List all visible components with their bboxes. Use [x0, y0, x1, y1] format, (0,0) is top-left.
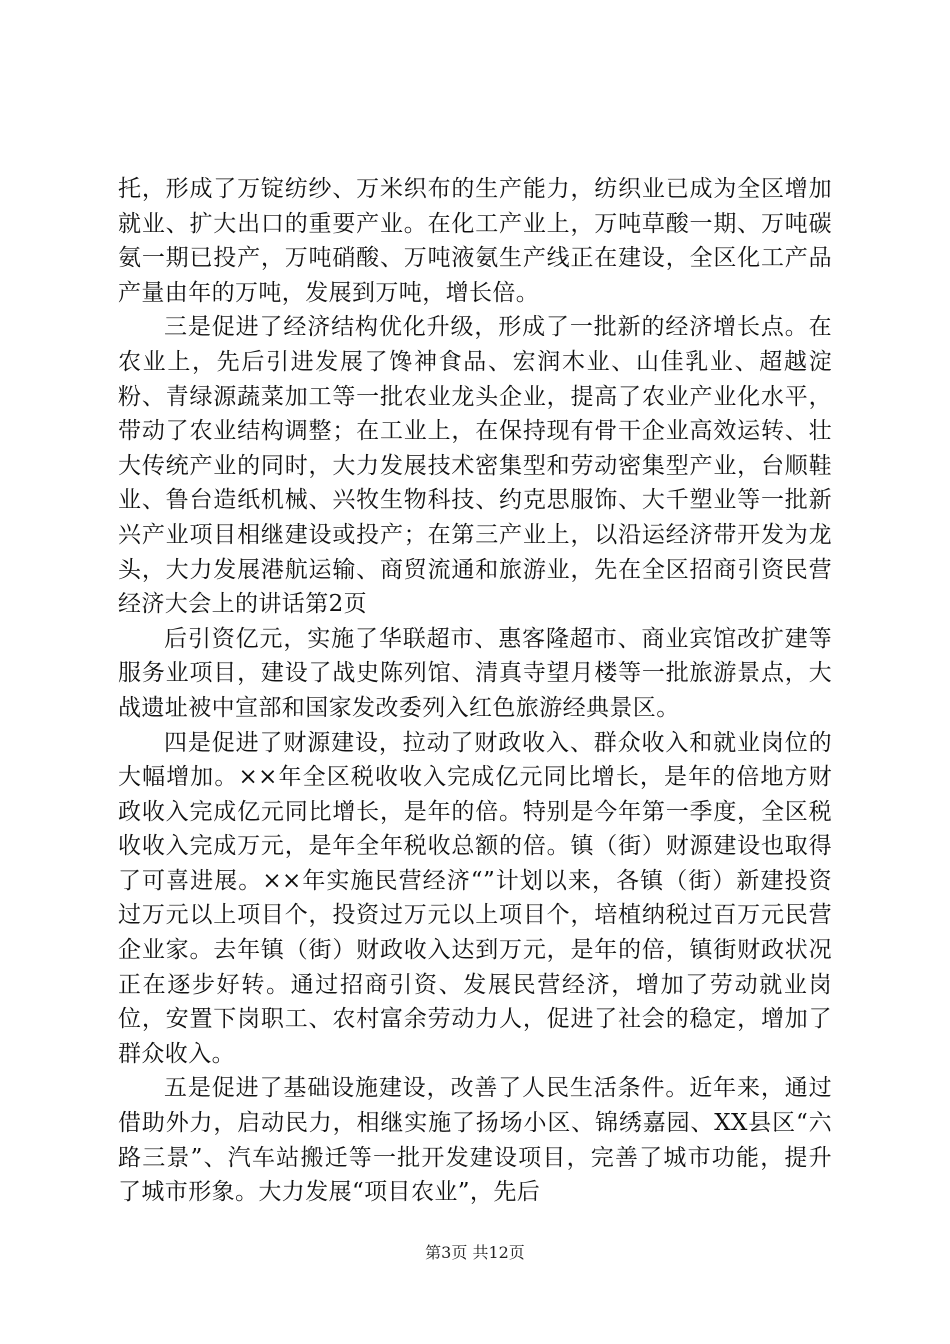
body-text: [118, 172, 832, 1210]
page-footer: 第3页 共12页: [425, 1243, 525, 1262]
paragraph-investment: 后引资亿元，实施了华联超市、惠客隆超市、商业宾馆改扩建等服务业项目，建设了战史陈列馆、清真寺望月楼等一批旅游景点，大战遗址被中宣部和国家发改委列入红色旅游经典景区。: [118, 625, 832, 721]
paragraph-economic-structure: 三是促进了经济结构优化升级，形成了一批新的经济增长点。在农业上，先后引进发展了馋神食品、宏润木业、山佳乳业、超越淀粉、青绿源蔬菜加工等一批农业龙头企业，提高了农业产业化水平，带动了农业结构调整；在工业上，在保持现有骨干企业高效运转、壮大传统产业的同时，大力发展技术密集型和劳动密集型产业，台顺鞋业、鲁台造纸机械、兴牧生物科技、约克思服饰、大千塑业等一批新兴产业项目相继建设或投产；在第三产业上，以沿运经济带开发为龙头，大力发展港航运输、商贸流通和旅游业，先在全区招商引资民营经济大会上的讲话第2页: [118, 314, 832, 618]
paragraph-fiscal-revenue: 四是促进了财源建设，拉动了财政收入、群众收入和就业岗位的大幅增加。××年全区税收收入完成亿元同比增长，是年的倍地方财政收入完成亿元同比增长，是年的倍。特别是今年第一季度，全区税收收入完成万元，是年全年税收总额的倍。镇（街）财源建设也取得了可喜进展。××年实施民营经济“”计划以来，各镇（街）新建投资过万元以上项目个，投资过万元以上项目个，培植纳税过百万元民营企业家。去年镇（街）财政收入达到万元，是年的倍，镇街财政状况正在逐步好转。通过招商引资、发展民营经济，增加了劳动就业岗位，安置下岗职工、农村富余劳动力人，促进了社会的稳定，增加了群众收入。: [118, 729, 832, 1067]
paragraph-infrastructure: 五是促进了基础设施建设，改善了人民生活条件。近年来，通过借助外力，启动民力，相继实施了扬场小区、锦绣嘉园、XX县区“六路三景”、汽车站搬迁等一批开发建设项目，完善了城市功能，提升了城市形象。大力发展“项目农业”，先后: [118, 1075, 832, 1206]
paragraph-continuation: 托，形成了万锭纺纱、万米织布的生产能力，纺织业已成为全区增加就业、扩大出口的重要产业。在化工产业上，万吨草酸一期、万吨碳氨一期已投产，万吨硝酸、万吨液氨生产线正在建设，全区化工产品产量由年的万吨，发展到万吨，增长倍。: [118, 176, 832, 306]
